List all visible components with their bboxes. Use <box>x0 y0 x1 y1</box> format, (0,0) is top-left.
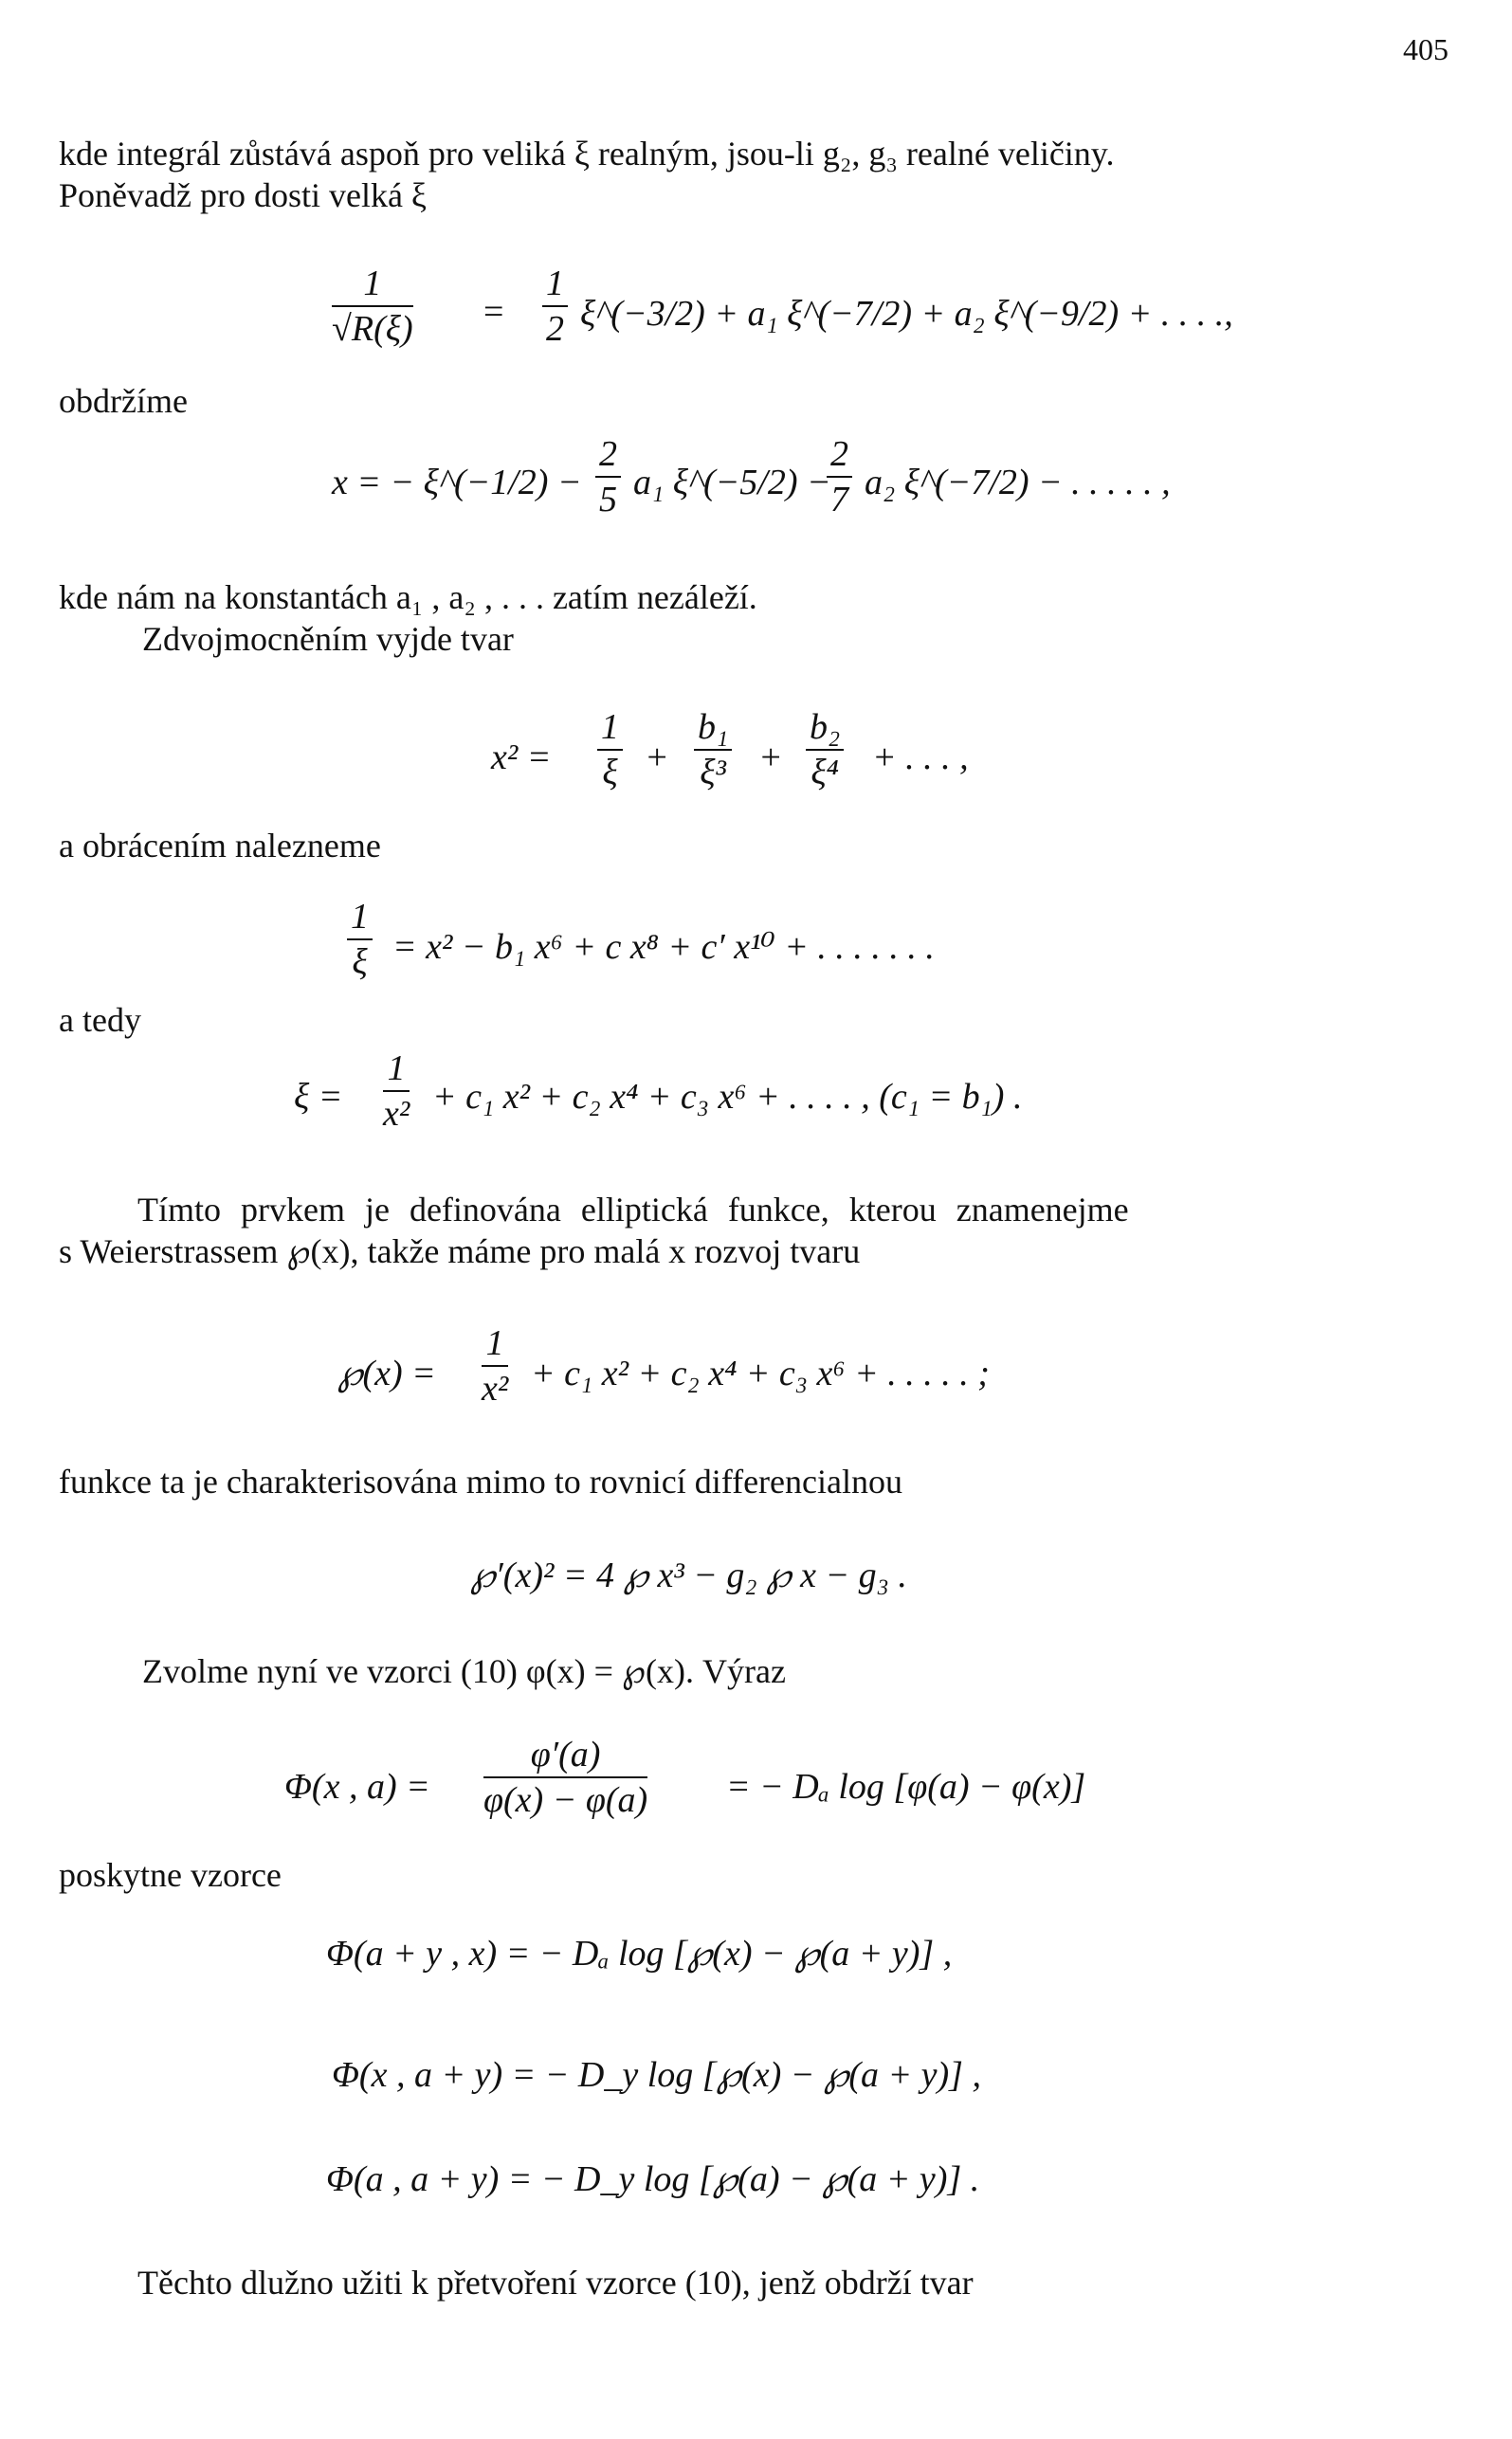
equation-term: a₂ ξ^(−7/2) − . . . . . , <box>865 463 1171 502</box>
numerator: 1 <box>485 1323 504 1363</box>
equation-fraction <box>806 709 844 791</box>
denominator: ξ <box>352 942 368 982</box>
denominator: 5 <box>599 480 617 519</box>
equation-lhs: ξ = <box>294 1077 343 1117</box>
equation-differential: ℘′(x)² = 4 ℘ x³ − g₂ ℘ x − g₃ . <box>470 1556 907 1595</box>
equation-line: Φ(a , a + y) = − D_y log [℘(a) − ℘(a + y)] . <box>326 2159 980 2199</box>
numerator: 1 <box>387 1048 406 1088</box>
numerator: 2 <box>830 434 848 474</box>
denominator: x² <box>383 1094 410 1134</box>
paragraph-line: Zdvojmocněním vyjde tvar <box>142 620 514 658</box>
equation-rhs: + c₁ x² + c₂ x⁴ + c₃ x⁶ + . . . . . ; <box>531 1354 990 1393</box>
numerator: b₁ <box>698 707 729 747</box>
denominator: x² <box>482 1369 509 1409</box>
plus-sign: + <box>758 737 783 777</box>
label: poskytne vzorce <box>59 1856 282 1894</box>
denominator: φ(x) − φ(a) <box>483 1780 648 1820</box>
paragraph-line: Tímto prvkem je definována elliptická funkce, kterou znamenejme <box>137 1191 1129 1229</box>
equation-fraction <box>347 899 373 980</box>
equation-fraction <box>383 1050 410 1132</box>
paragraph-line: kde nám na konstantách a₁ , a₂ , . . . zatím nezáleží. <box>59 578 757 616</box>
equation-fraction <box>482 1325 508 1407</box>
equation-lhs: x² = <box>491 737 552 777</box>
numerator: φ′(a) <box>530 1735 601 1775</box>
numerator: 1 <box>351 897 369 937</box>
equation-fraction <box>597 709 623 791</box>
equation-fraction <box>595 436 621 518</box>
denominator: 2 <box>546 309 564 349</box>
equation-lhs: x = − ξ^(−1/2) − <box>332 463 582 502</box>
equation-fraction <box>542 265 568 347</box>
denominator: √R(ξ) <box>332 309 413 349</box>
equation-line: Φ(a + y , x) = − Dₐ log [℘(x) − ℘(a + y)] , <box>326 1934 953 1974</box>
equals-sign: = <box>483 292 504 332</box>
label: a obrácením nalezneme <box>59 827 381 865</box>
paragraph-line: funkce ta je charakterisována mimo to rovnicí differencialnou <box>59 1463 902 1501</box>
denominator: ξ⁴ <box>811 753 839 792</box>
denominator: 7 <box>830 480 848 519</box>
equation-rhs: = x² − b₁ x⁶ + c x⁸ + c′ x¹⁰ + . . . . . . . <box>392 927 935 967</box>
equation-rhs: = − Dₐ log [φ(a) − φ(x)] <box>726 1767 1086 1807</box>
equation-fraction <box>827 436 852 518</box>
paragraph-line: Poněvadž pro dosti velká ξ <box>59 176 427 214</box>
paragraph-line: Těchto dlužno užiti k přetvoření vzorce (10), jenž obdrží tvar <box>137 2264 974 2302</box>
equation-term: a₁ ξ^(−5/2) − <box>633 463 831 502</box>
page-number: 405 <box>1403 32 1448 66</box>
equation-fraction <box>694 709 732 791</box>
plus-sign: + <box>645 737 669 777</box>
equation-line: Φ(x , a + y) = − D_y log [℘(x) − ℘(a + y)] , <box>332 2055 981 2095</box>
equation-fraction <box>483 1737 647 1818</box>
denominator: ξ <box>602 753 618 792</box>
numerator: 1 <box>601 707 619 747</box>
label: a tedy <box>59 1001 141 1039</box>
numerator: b₂ <box>810 707 841 747</box>
label: obdržíme <box>59 382 188 420</box>
paragraph-line: kde integrál zůstává aspoň pro veliká ξ realným, jsou-li g₂, g₃ realné veličiny. <box>59 135 1115 173</box>
equation-term: + . . . , <box>872 737 969 777</box>
equation-rhs: ξ^(−3/2) + a₁ ξ^(−7/2) + a₂ ξ^(−9/2) + . . . ., <box>580 294 1233 334</box>
numerator: 1 <box>546 264 564 303</box>
denominator: ξ³ <box>700 753 726 792</box>
paragraph-line: s Weierstrassem ℘(x), takže máme pro malá x rozvoj tvaru <box>59 1232 861 1270</box>
equation-lhs: Φ(x , a) = <box>284 1767 430 1807</box>
equation-fraction <box>332 265 413 347</box>
numerator: 1 <box>363 264 382 303</box>
equation-rhs: + c₁ x² + c₂ x⁴ + c₃ x⁶ + . . . . , (c₁ = b₁) . <box>432 1077 1023 1117</box>
numerator: 2 <box>599 434 617 474</box>
paragraph-line: Zvolme nyní ve vzorci (10) φ(x) = ℘(x). Výraz <box>142 1652 786 1690</box>
equation-lhs: ℘(x) = <box>337 1354 436 1393</box>
